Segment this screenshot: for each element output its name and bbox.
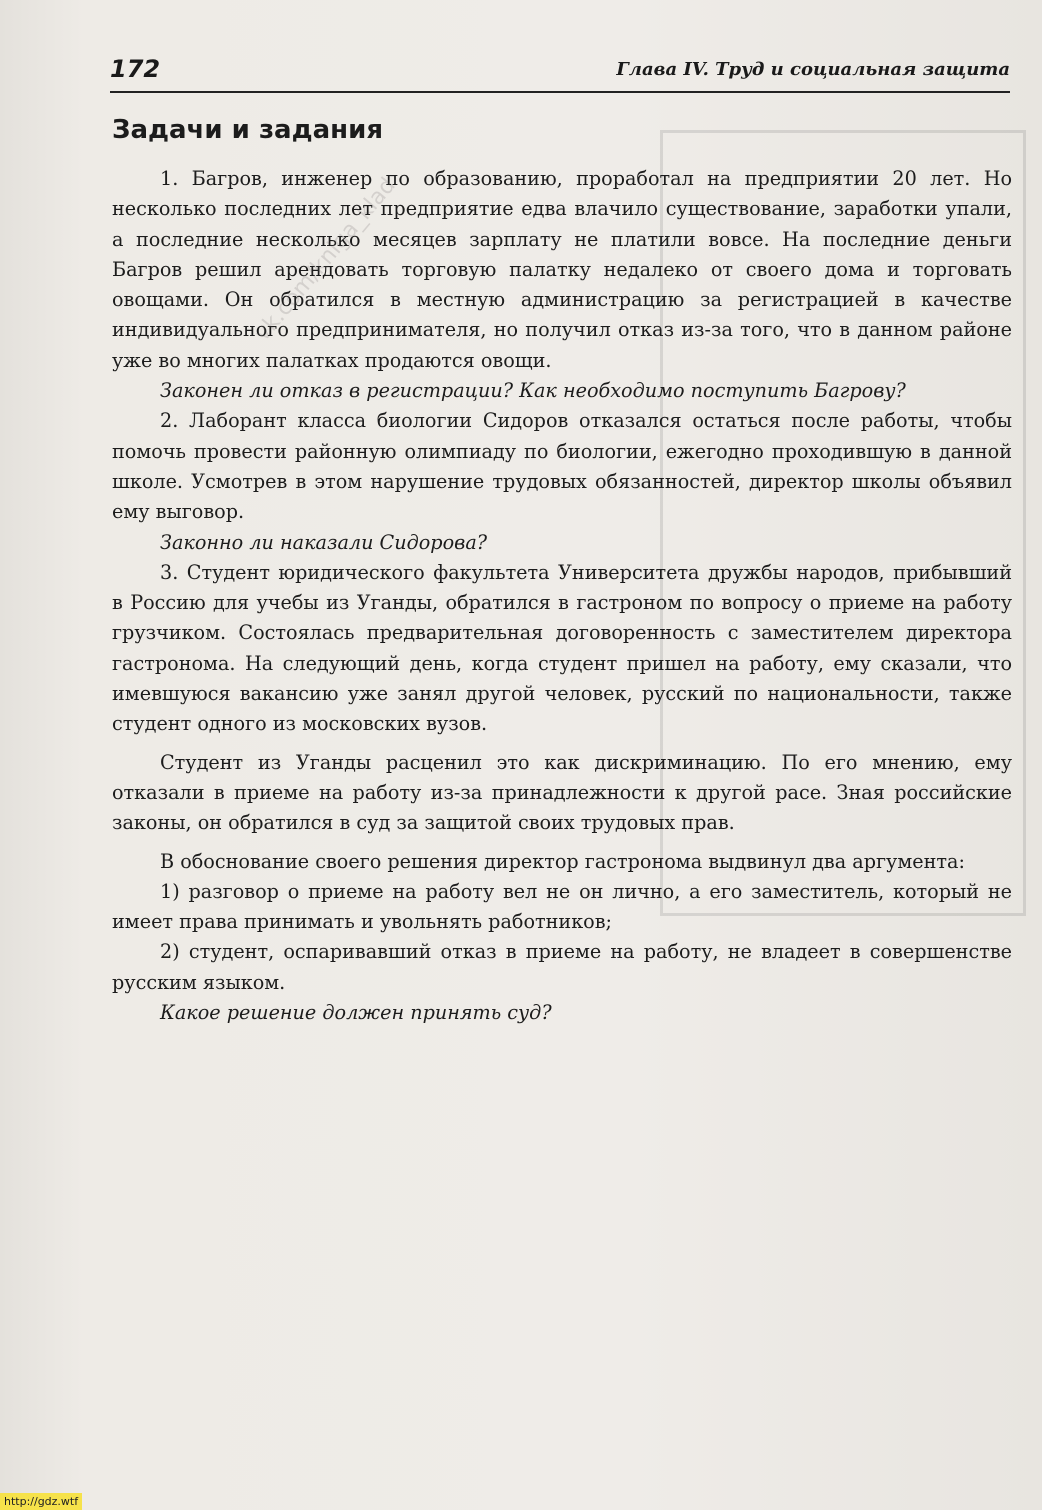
task-3-question: Какое решение должен принять суд?	[160, 1001, 552, 1025]
chapter-title: Глава IV. Труд и социальная защита	[616, 59, 1010, 80]
task-1-text: 1. Багров, инженер по образованию, проработал на предприятии 20 лет. Но несколько последних лет предприятие едва влачило существование, заработки упали, а последние несколько месяцев зарплату не платили вовсе. На последние деньги Багров решил арендовать торговую палатку недалеко от своего дома и торговать овощами. Он обратился в местную администрацию за регистрацией в качестве индивидуального предпринимателя, но получил отказ из-за того, что в данном районе уже во многих палатках продаются овощи.	[112, 167, 1012, 372]
watermark-text: vk.com/kniga_klad	[250, 173, 401, 347]
task-1-question: Законен ли отказ в регистрации? Как необходимо поступить Багрову?	[160, 379, 906, 403]
section-title: Задачи и задания	[112, 115, 384, 145]
task-3-argument-1: 1) разговор о приеме на работу вел не он лично, а его заместитель, который не имеет права принимать и увольнять работников;	[112, 879, 1012, 934]
task-3-text: 3. Студент юридического факультета Университета дружбы народов, прибывший в Россию для учебы из Уганды, обратился в гастроном по вопросу о приеме на работу грузчиком. Состоялась предварительная договоренность с заместителем директора гастронома. На следующий день, когда студент пришел на работу, ему сказали, что имевшуюся вакансию уже занял другой человек, русский по национальности, также студент одного из московских вузов.	[112, 560, 1012, 736]
task-3-argument-2: 2) студент, оспаривавший отказ в приеме на работу, не владеет в совершенстве русским языком.	[112, 940, 1012, 994]
task-3-arguments-intro: В обоснование своего решения директор гастронома выдвинул два аргумента:	[160, 849, 965, 873]
page-number: 172	[110, 55, 161, 83]
task-2-text: 2. Лаборант класса биологии Сидоров отказался остаться после работы, чтобы помочь провести районную олимпиаду по биологии, ежегодно проходившую в данной школе. Усмотрев в этом нарушение трудовых обязанностей, директор школы объявил ему выговор.	[112, 409, 1012, 524]
footer-link[interactable]: http://gdz.wtf	[0, 1493, 82, 1510]
page-content	[112, 112, 1012, 1028]
task-2-question: Законно ли наказали Сидорова?	[160, 530, 488, 554]
page-header	[110, 55, 1010, 93]
task-3-continuation: Студент из Уганды расценил это как дискриминацию. По его мнению, ему отказали в приеме на работу из-за принадлежности к другой расе. Зная российские законы, он обратился в суд за защитой своих трудовых прав.	[112, 750, 1012, 835]
